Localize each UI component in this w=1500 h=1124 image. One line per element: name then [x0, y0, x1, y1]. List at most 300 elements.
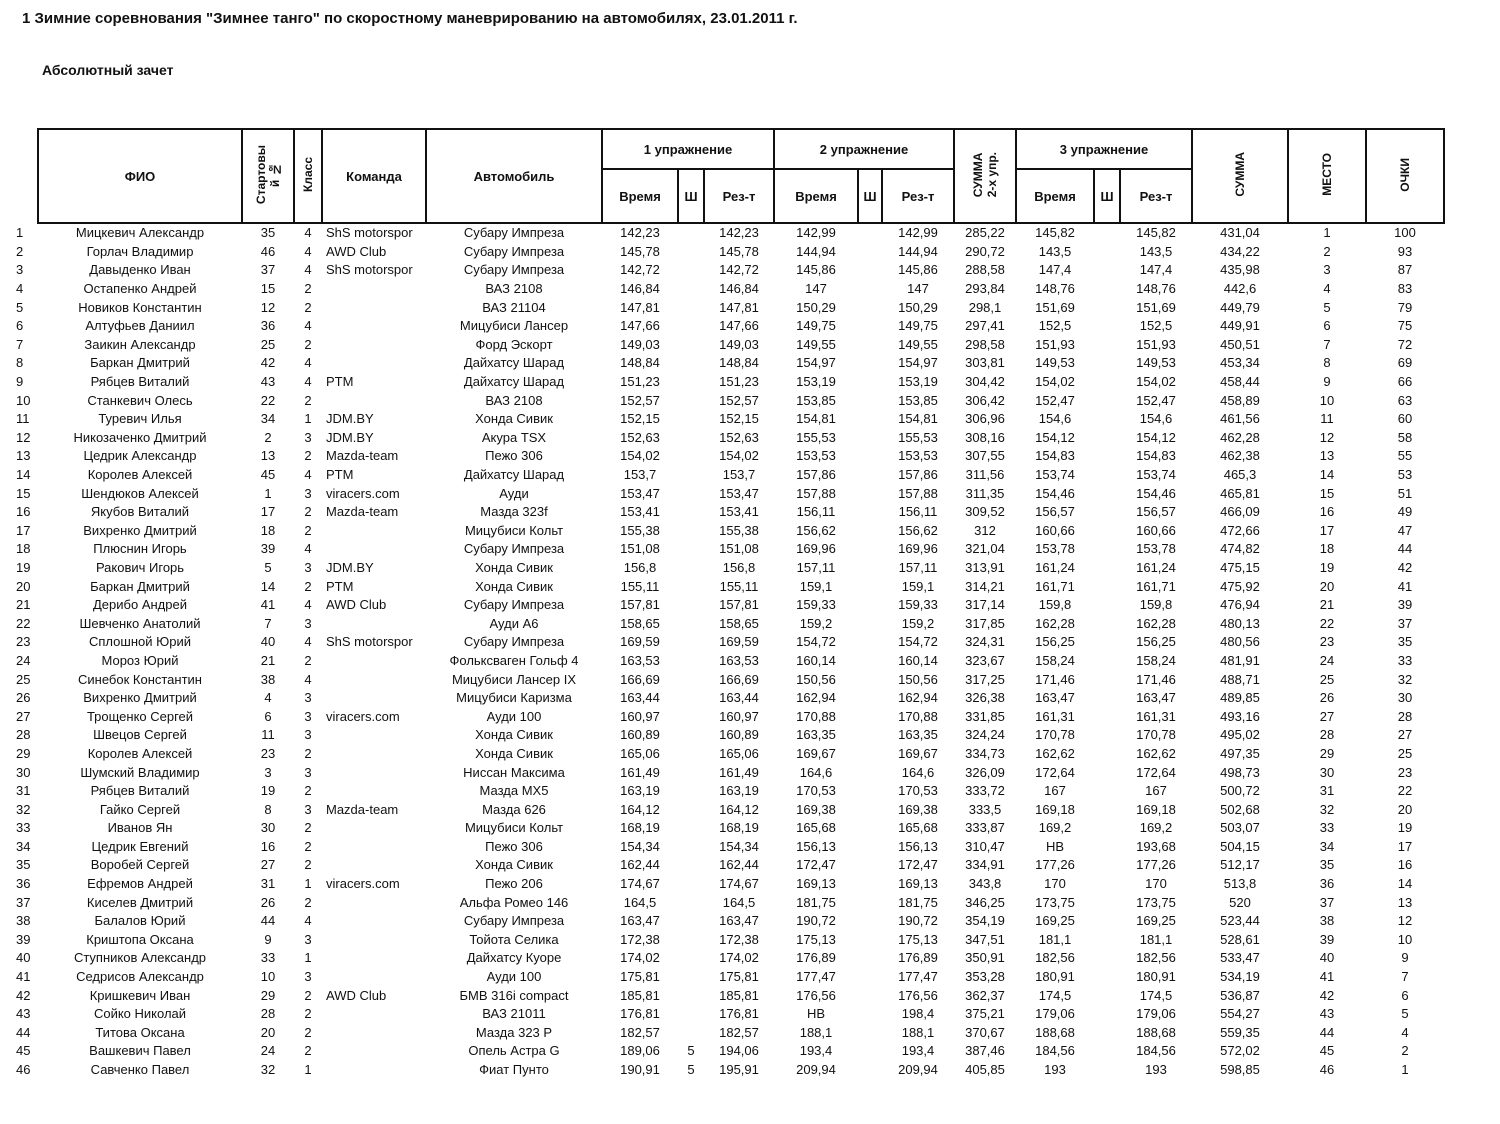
ex3-result: 170 [1145, 876, 1167, 892]
sum-2-exercises: 312 [974, 522, 996, 538]
ex2-time: 155,53 [796, 429, 836, 445]
ex1-time: 189,06 [620, 1043, 660, 1059]
place: 21 [1319, 597, 1335, 613]
table-row [0, 949, 1444, 968]
ex2-time: 153,85 [796, 392, 836, 408]
team [322, 949, 426, 968]
participant-name: Шумский Владимир [80, 764, 200, 780]
car: Фиат Пунто [479, 1062, 549, 1078]
total-sum: 465,81 [1220, 485, 1260, 501]
ex1-penalty [678, 652, 704, 671]
participant-name: Воробей Сергей [90, 857, 190, 873]
ex1-penalty [678, 745, 704, 764]
place: 2 [1323, 243, 1331, 259]
total-sum: 472,66 [1220, 522, 1260, 538]
document-subtitle: Абсолютный зачет [42, 62, 174, 78]
header-points-label: ОЧКИ [1398, 157, 1412, 192]
participant-name: Вихренко Дмитрий [83, 690, 197, 706]
place: 32 [1319, 801, 1335, 817]
header-ex2-time: Время [774, 169, 858, 223]
team: ShS motorspor [326, 225, 413, 241]
team [322, 968, 426, 987]
start-number: 8 [264, 801, 272, 817]
ex3-time: 162,28 [1035, 615, 1075, 631]
ex1-time: 149,03 [620, 336, 660, 352]
ex1-penalty [678, 912, 704, 931]
ex2-result: 156,62 [898, 522, 938, 538]
ex1-penalty [678, 968, 704, 987]
car: Мазда MX5 [479, 783, 549, 799]
points: 75 [1397, 318, 1413, 334]
ex2-penalty [858, 968, 882, 987]
participant-name: Гайко Сергей [99, 801, 181, 817]
team: Mazda-team [326, 504, 399, 520]
ex2-penalty [858, 373, 882, 392]
participant-name: Ефремов Андрей [87, 876, 193, 892]
ex2-time: 159,1 [799, 578, 833, 594]
class: 4 [304, 243, 312, 259]
ex3-result: 156,25 [1136, 634, 1176, 650]
ex2-result: 169,96 [898, 541, 938, 557]
total-sum: 449,91 [1220, 318, 1260, 334]
ex3-penalty [1094, 373, 1120, 392]
ex2-result: 159,33 [898, 597, 938, 613]
ex3-time: 171,46 [1035, 671, 1075, 687]
class: 2 [304, 392, 312, 408]
car: Мазда 626 [482, 801, 546, 817]
header-sum-2-label: СУММА 2-х упр. [971, 151, 999, 198]
table-row [0, 1061, 1444, 1080]
sum-2-exercises: 326,38 [965, 690, 1005, 706]
header-sum [1192, 129, 1288, 223]
place: 42 [1319, 987, 1335, 1003]
ex2-time: 190,72 [796, 913, 836, 929]
ex2-penalty [858, 280, 882, 299]
ex3-penalty [1094, 745, 1120, 764]
start-number: 36 [260, 318, 276, 334]
ex1-result: 164,12 [719, 801, 759, 817]
team [322, 280, 426, 299]
total-sum: 474,82 [1220, 541, 1260, 557]
place: 41 [1319, 969, 1335, 985]
start-number: 23 [260, 745, 276, 761]
ex2-time: 181,75 [796, 894, 836, 910]
ex1-penalty [678, 429, 704, 448]
start-number: 28 [260, 1006, 276, 1022]
ex3-penalty [1094, 429, 1120, 448]
ex1-time: 176,81 [620, 1006, 660, 1022]
ex1-result: 174,02 [719, 950, 759, 966]
table-row [0, 800, 1444, 819]
ex3-result: 161,24 [1136, 559, 1176, 575]
car: Мицубиси Каризма [456, 690, 572, 706]
total-sum: 504,15 [1220, 838, 1260, 854]
car: Мазда 323 P [475, 1024, 553, 1040]
ex3-result: 170,78 [1136, 727, 1176, 743]
total-sum: 480,56 [1220, 634, 1260, 650]
ex2-penalty [858, 652, 882, 671]
row-number: 14 [16, 467, 31, 483]
ex2-penalty [858, 856, 882, 875]
table-row [0, 986, 1444, 1005]
ex1-result: 147,81 [719, 299, 759, 315]
ex2-penalty [858, 447, 882, 466]
team: viracers.com [326, 708, 400, 724]
points: 44 [1397, 541, 1413, 557]
place: 25 [1319, 671, 1335, 687]
place: 19 [1319, 559, 1335, 575]
row-number: 6 [16, 318, 24, 334]
ex2-result: 169,13 [898, 876, 938, 892]
participant-name: Мороз Юрий [101, 652, 179, 668]
ex2-result: 176,56 [898, 987, 938, 1003]
table-row [0, 782, 1444, 801]
car: Ниссан Максима [463, 764, 565, 780]
ex1-penalty: 5 [687, 1043, 695, 1059]
class: 3 [304, 801, 312, 817]
ex1-penalty [678, 503, 704, 522]
ex2-time: 150,29 [796, 299, 836, 315]
ex2-result: 157,86 [898, 467, 938, 483]
results-table [0, 128, 1445, 1079]
place: 37 [1319, 894, 1335, 910]
sum-2-exercises: 288,58 [965, 262, 1005, 278]
class: 3 [304, 429, 312, 445]
ex3-penalty [1094, 317, 1120, 336]
ex2-result: 159,1 [901, 578, 935, 594]
place: 44 [1319, 1024, 1335, 1040]
points: 20 [1397, 801, 1413, 817]
ex1-time: 174,02 [620, 950, 660, 966]
ex2-time: 142,99 [796, 225, 836, 241]
car: Хонда Сивик [475, 745, 553, 761]
participant-name: Титова Оксана [95, 1024, 185, 1040]
ex3-time: 147,4 [1038, 262, 1072, 278]
ex3-result: 162,62 [1136, 745, 1176, 761]
ex1-penalty [678, 819, 704, 838]
participant-name: Шендюков Алексей [81, 485, 199, 501]
team [322, 1042, 426, 1061]
ex3-result: 148,76 [1136, 281, 1176, 297]
ex3-result: 177,26 [1136, 857, 1176, 873]
start-number: 14 [260, 578, 276, 594]
ex1-penalty [678, 559, 704, 578]
row-number: 37 [16, 894, 31, 910]
points: 42 [1397, 559, 1413, 575]
car: Тойота Селика [469, 931, 559, 947]
class: 3 [304, 690, 312, 706]
total-sum: 554,27 [1220, 1006, 1260, 1022]
car: Субару Импреза [463, 597, 565, 613]
place: 39 [1319, 931, 1335, 947]
ex3-time: 161,71 [1035, 578, 1075, 594]
ex3-time: 167 [1044, 783, 1066, 799]
car: Опель Астра G [468, 1043, 560, 1059]
participant-name: Иванов Ян [107, 820, 173, 836]
points: 60 [1397, 411, 1413, 427]
ex2-result: 165,68 [898, 820, 938, 836]
ex2-penalty [858, 298, 882, 317]
place: 14 [1319, 467, 1335, 483]
team [322, 856, 426, 875]
ex1-time: 155,11 [620, 578, 660, 594]
class: 4 [304, 262, 312, 278]
ex3-penalty [1094, 986, 1120, 1005]
ex2-penalty [858, 819, 882, 838]
row-number: 2 [16, 243, 24, 259]
ex1-result: 194,06 [719, 1043, 759, 1059]
ex3-penalty [1094, 726, 1120, 745]
car: ВАЗ 21104 [482, 299, 546, 315]
class: 2 [304, 745, 312, 761]
ex3-time: 153,78 [1035, 541, 1075, 557]
place: 8 [1323, 355, 1331, 371]
ex2-result: 170,88 [898, 708, 938, 724]
points: 19 [1397, 820, 1413, 836]
team: AWD Club [326, 597, 387, 613]
ex3-result: 174,5 [1139, 987, 1173, 1003]
car: Хонда Сивик [475, 578, 553, 594]
sum-2-exercises: 308,16 [965, 429, 1005, 445]
sum-2-exercises: 362,37 [965, 987, 1005, 1003]
ex2-time: 160,14 [796, 652, 836, 668]
place: 23 [1319, 634, 1335, 650]
points: 17 [1397, 838, 1413, 854]
class: 1 [304, 950, 312, 966]
participant-name: Баркан Дмитрий [90, 578, 190, 594]
ex3-penalty [1094, 261, 1120, 280]
ex2-time: 169,67 [796, 745, 836, 761]
place: 3 [1323, 262, 1331, 278]
header-ex2-result: Рез-т [882, 169, 954, 223]
ex2-result: 169,38 [898, 801, 938, 817]
header-ex3-result: Рез-т [1120, 169, 1192, 223]
table-row [0, 484, 1444, 503]
ex3-time: 161,31 [1035, 708, 1075, 724]
points: 5 [1401, 1006, 1409, 1022]
ex3-time: 149,53 [1035, 355, 1075, 371]
start-number: 20 [260, 1024, 276, 1040]
ex3-result: 156,57 [1136, 504, 1176, 520]
ex2-penalty [858, 763, 882, 782]
team: PTM [326, 467, 354, 483]
ex1-time: 155,38 [620, 522, 660, 538]
ex1-penalty [678, 838, 704, 857]
total-sum: 533,47 [1220, 950, 1260, 966]
ex3-result: 152,5 [1139, 318, 1173, 334]
ex3-penalty [1094, 763, 1120, 782]
ex3-penalty [1094, 447, 1120, 466]
points: 47 [1397, 522, 1413, 538]
ex2-time: 175,13 [796, 931, 836, 947]
ex3-result: 169,25 [1136, 913, 1176, 929]
ex3-time: 152,47 [1035, 392, 1075, 408]
team: Mazda-team [326, 801, 399, 817]
ex2-result: 175,13 [898, 931, 938, 947]
ex3-time: 180,91 [1035, 969, 1075, 985]
car: Субару Импреза [463, 243, 565, 259]
sum-2-exercises: 405,85 [965, 1062, 1005, 1078]
ex3-result: 179,06 [1136, 1006, 1176, 1022]
participant-name: Давыденко Иван [89, 262, 191, 278]
points: 87 [1397, 262, 1413, 278]
ex3-time: 162,62 [1035, 745, 1075, 761]
table-row [0, 298, 1444, 317]
team [322, 745, 426, 764]
team [322, 726, 426, 745]
team [322, 763, 426, 782]
start-number: 46 [260, 243, 276, 259]
table-row [0, 1024, 1444, 1043]
table-row [0, 336, 1444, 355]
class: 2 [304, 578, 312, 594]
total-sum: 465,3 [1223, 467, 1257, 483]
car: Ауди 100 [486, 969, 542, 985]
ex2-penalty [858, 410, 882, 429]
ex1-result: 169,59 [719, 634, 759, 650]
table-row [0, 875, 1444, 894]
header-ex3-time: Время [1016, 169, 1094, 223]
ex2-penalty [858, 577, 882, 596]
ex3-time: 172,64 [1035, 764, 1075, 780]
start-number: 1 [264, 485, 272, 501]
sum-2-exercises: 298,1 [968, 299, 1002, 315]
ex2-time: 157,86 [796, 467, 836, 483]
ex3-result: 182,56 [1136, 950, 1176, 966]
ex2-result: 177,47 [898, 969, 938, 985]
ex1-result: 153,7 [722, 467, 756, 483]
ex3-result: 181,1 [1139, 931, 1173, 947]
participant-name: Кришкевич Иван [89, 987, 191, 1003]
table-row [0, 261, 1444, 280]
ex1-penalty [678, 670, 704, 689]
ex1-time: 169,59 [620, 634, 660, 650]
class: 2 [304, 987, 312, 1003]
car: Ауди [499, 485, 529, 501]
team [322, 782, 426, 801]
ex3-penalty [1094, 968, 1120, 987]
total-sum: 481,91 [1220, 652, 1260, 668]
table-row [0, 856, 1444, 875]
ex2-time: 156,62 [796, 522, 836, 538]
ex3-result: 151,69 [1136, 299, 1176, 315]
class: 4 [304, 634, 312, 650]
ex3-penalty [1094, 800, 1120, 819]
ex2-result: 153,85 [898, 392, 938, 408]
ex3-time: 156,57 [1035, 504, 1075, 520]
start-number: 16 [260, 838, 276, 854]
sum-2-exercises: 334,73 [965, 745, 1005, 761]
place: 6 [1323, 318, 1331, 334]
ex2-result: 157,88 [898, 485, 938, 501]
table-row [0, 577, 1444, 596]
start-number: 29 [260, 987, 276, 1003]
points: 49 [1397, 504, 1413, 520]
points: 32 [1397, 671, 1413, 687]
ex1-time: 148,84 [620, 355, 660, 371]
points: 1 [1401, 1062, 1409, 1078]
ex1-penalty [678, 1005, 704, 1024]
ex1-result: 154,34 [719, 838, 759, 854]
sum-2-exercises: 333,87 [965, 820, 1005, 836]
participant-name: Мицкевич Александр [75, 225, 205, 241]
car: Дайхатсу Шарад [463, 374, 565, 390]
ex1-time: 142,23 [620, 225, 660, 241]
ex2-penalty [858, 782, 882, 801]
header-ex2-penalty: Ш [858, 169, 882, 223]
table-row [0, 614, 1444, 633]
class: 2 [304, 857, 312, 873]
row-number: 18 [16, 541, 31, 557]
ex2-penalty [858, 540, 882, 559]
total-sum: 523,44 [1220, 913, 1260, 929]
ex1-time: 152,15 [620, 411, 660, 427]
total-sum: 493,16 [1220, 708, 1260, 724]
ex3-time: 193 [1044, 1062, 1066, 1078]
start-number: 41 [260, 597, 276, 613]
row-number: 26 [16, 690, 31, 706]
ex1-result: 160,89 [719, 727, 759, 743]
sum-2-exercises: 334,91 [965, 857, 1005, 873]
ex2-time: 154,72 [796, 634, 836, 650]
team [322, 893, 426, 912]
team [322, 819, 426, 838]
car: Мицубиси Кольт [464, 522, 564, 538]
ex2-penalty [858, 596, 882, 615]
ex3-result: 153,78 [1136, 541, 1176, 557]
start-number: 10 [260, 969, 276, 985]
place: 27 [1319, 708, 1335, 724]
ex1-time: 162,44 [620, 857, 660, 873]
class: 2 [304, 1024, 312, 1040]
class: 2 [304, 820, 312, 836]
ex2-result: 164,6 [901, 764, 935, 780]
class: 4 [304, 318, 312, 334]
ex1-result: 148,84 [719, 355, 759, 371]
sum-2-exercises: 331,85 [965, 708, 1005, 724]
row-number: 9 [16, 374, 24, 390]
table-row [0, 559, 1444, 578]
class: 2 [304, 1006, 312, 1022]
car: ВАЗ 2108 [485, 392, 543, 408]
team [322, 1005, 426, 1024]
participant-name: Вашкевич Павел [89, 1043, 191, 1059]
ex1-penalty [678, 261, 704, 280]
ex3-time: 182,56 [1035, 950, 1075, 966]
row-number: 19 [16, 559, 31, 575]
ex1-time: 147,66 [620, 318, 660, 334]
row-number: 45 [16, 1043, 31, 1059]
ex2-penalty [858, 912, 882, 931]
header-start-number-label: Стартовы й № [254, 144, 282, 205]
row-number: 43 [16, 1006, 31, 1022]
ex3-time: 156,25 [1035, 634, 1075, 650]
class: 4 [304, 467, 312, 483]
sum-2-exercises: 297,41 [965, 318, 1005, 334]
ex2-result: 153,19 [898, 374, 938, 390]
ex1-time: 168,19 [620, 820, 660, 836]
ex3-penalty [1094, 652, 1120, 671]
car: Субару Импреза [463, 913, 565, 929]
ex2-time: 157,11 [796, 559, 836, 575]
participant-name: Швецов Сергей [93, 727, 187, 743]
ex3-time: 154,83 [1035, 448, 1075, 464]
class: 2 [304, 448, 312, 464]
class: 2 [304, 504, 312, 520]
ex3-result: 184,56 [1136, 1043, 1176, 1059]
table-row [0, 912, 1444, 931]
ex1-penalty [678, 614, 704, 633]
